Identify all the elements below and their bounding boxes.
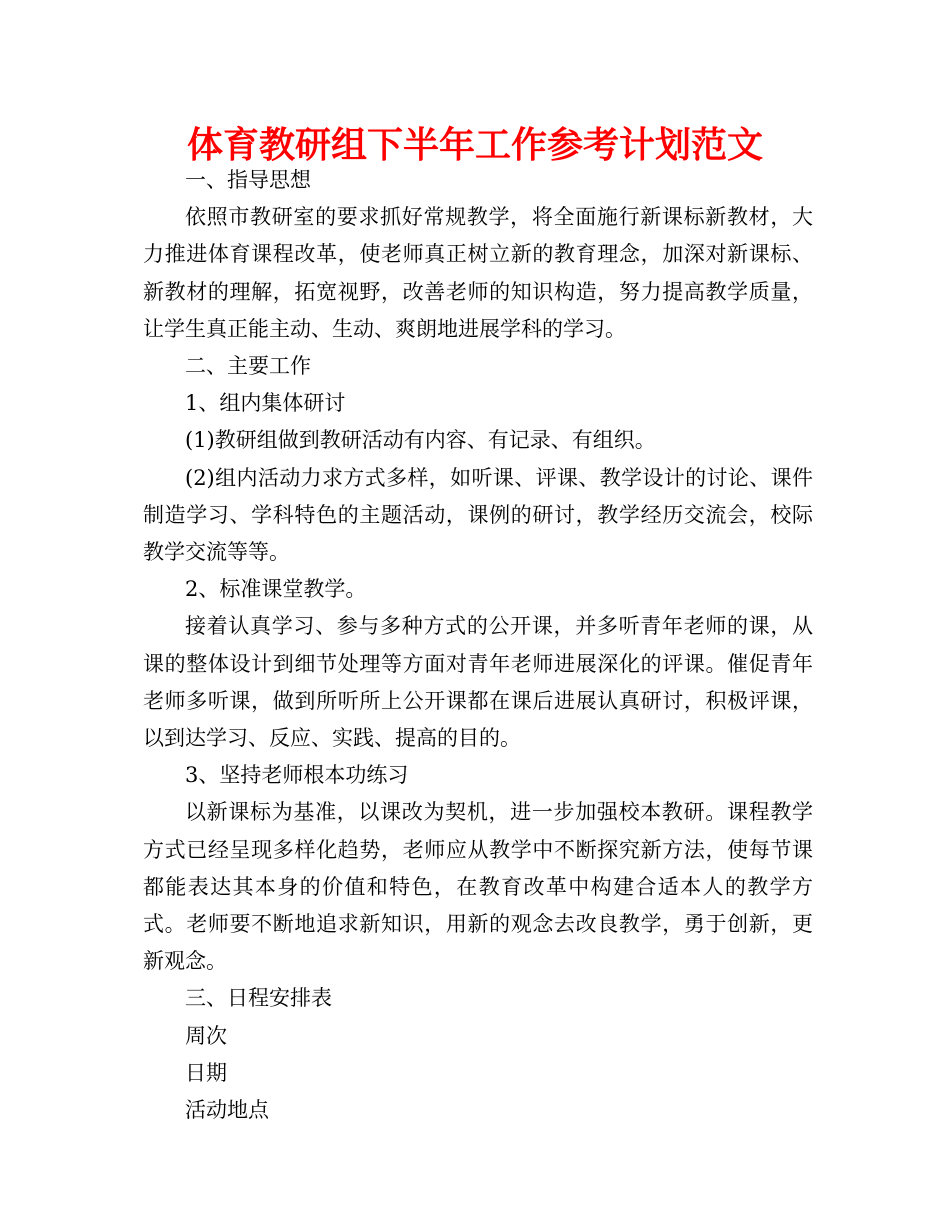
list-item-1: (1)教研组做到教研活动有内容、有记录、有组织。 [185,428,656,453]
schedule-label-week: 周次 [185,1023,227,1048]
paragraph-basic-skills: 以新课标为基准，以课改为契机，进一步加强校本教研。课程教学方式已经呈现多样化趋势，老师应从教学中不断探究新方法，使每节课都能表达其本身的价值和特色，在教育改革中构建合适本人的教学方式。老师要不断地追求新知识，用新的观念去改良教学，勇于创新，更新观念。 [143,800,813,974]
paragraph-guiding-ideology: 依照市教研室的要求抓好常规教学，将全面施行新课标新教材，大力推进体育课程改革，使老师真正树立新的教育理念，加深对新课标、新教材的理解，拓宽视野，改善老师的知识构造，努力提高教学质量，让学生真正能主动、生动、爽朗地进展学科的学习。 [143,205,813,341]
schedule-label-date: 日期 [185,1060,227,1085]
section-heading-main-work: 二、主要工作 [185,354,311,379]
section-heading-schedule: 三、日程安排表 [185,986,332,1011]
subheading-basic-skills: 3、坚持老师根本功练习 [185,763,409,788]
schedule-label-location: 活动地点 [185,1098,269,1123]
section-heading-guiding-ideology: 一、指导思想 [185,168,311,192]
document-title: 体育教研组下半年工作参考计划范文 [186,125,763,166]
list-item-2: (2)组内活动力求方式多样，如听课、评课、教学设计的讨论、课件制造学习、学科特色的主题活动，课例的研讨，教学经历交流会，校际教学交流等等。 [143,465,813,565]
subheading-classroom-teaching: 2、标准课堂教学。 [185,577,367,602]
document-body [143,162,813,1129]
paragraph-classroom-teaching: 接着认真学习、参与多种方式的公开课，并多听青年老师的课，从课的整体设计到细节处理等方面对青年老师进展深化的评课。催促青年老师多听课，做到所听所上公开课都在课后进展认真研讨，积极评课，以到达学习、反应、实践、提高的目的。 [143,614,813,751]
subheading-group-discussion: 1、组内集体研讨 [185,391,346,416]
